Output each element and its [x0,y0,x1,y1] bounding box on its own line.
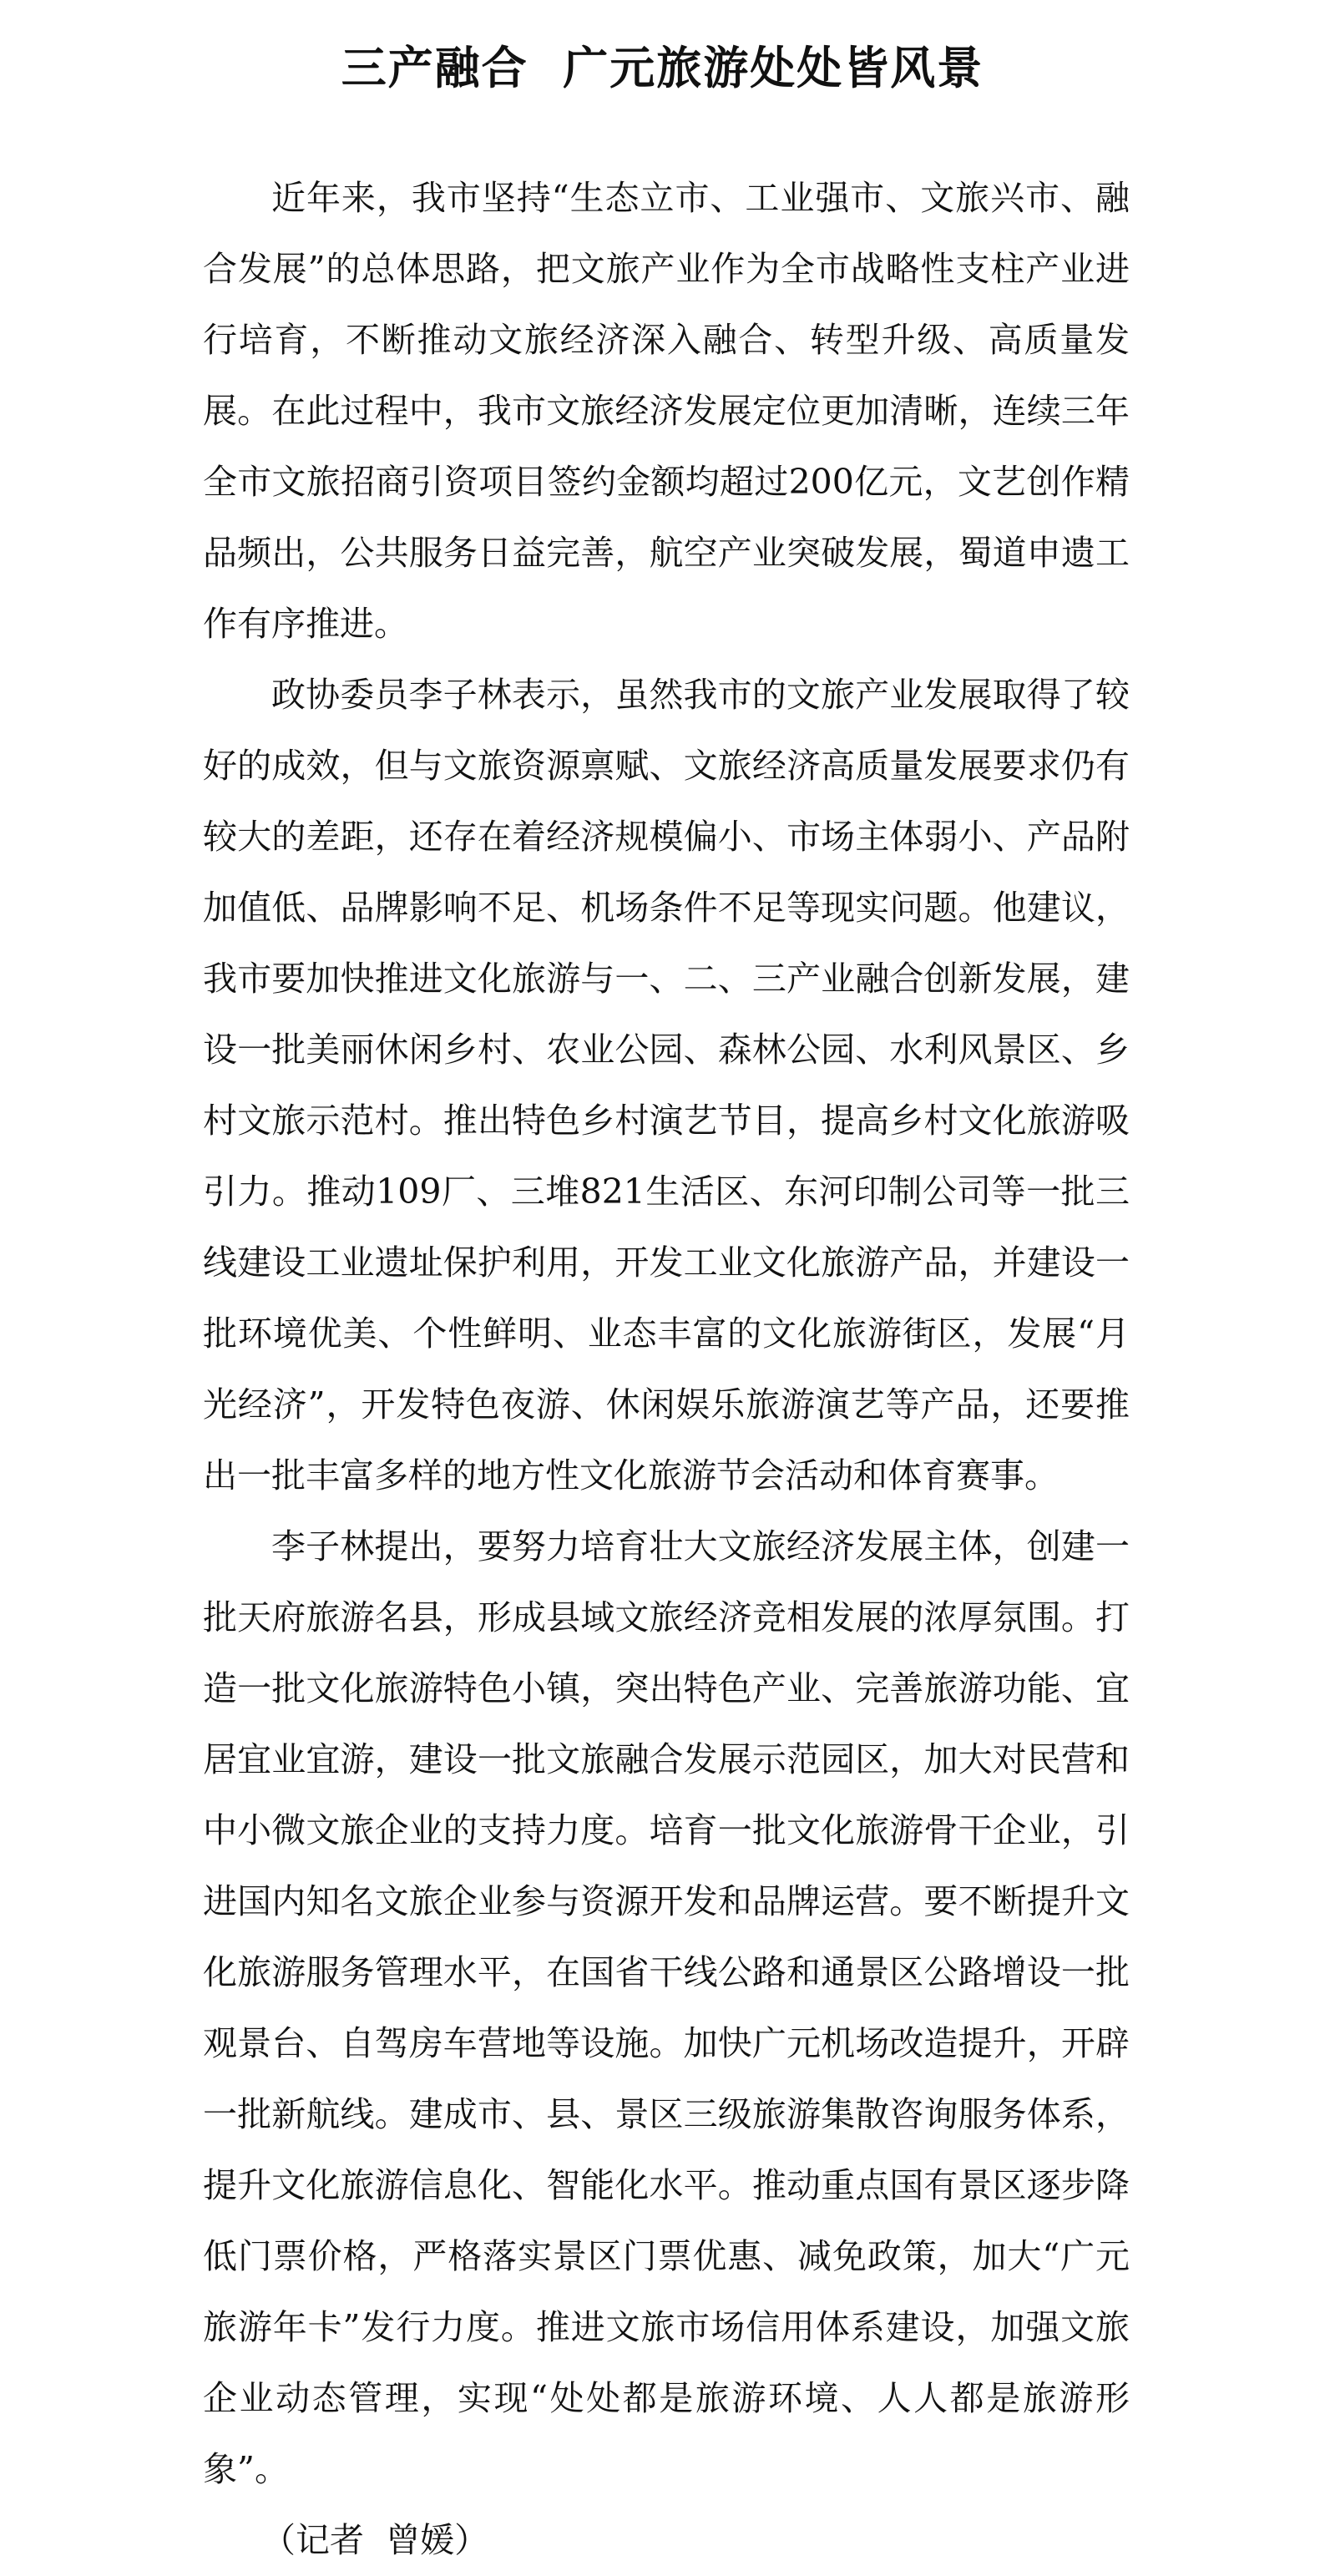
article-paragraph-1: 近年来，我市坚持“生态立市、工业强市、文旅兴市、融合发展”的总体思路，把文旅产业作为全市战略性支柱产业进行培育，不断推动文旅经济深入融合、转型升级、高质量发展。在此过程中，我市文旅经济发展定位更加清晰，连续三年全市文旅招商引资项目签约金额均超过200亿元，文艺创作精品频出，公共服务日益完善，航空产业突破发展，蜀道申遗工作有序推进。 [203,178,1130,644]
article-byline: （记者 曾媛） [261,2520,489,2560]
article-paragraph-3: 李子林提出，要努力培育壮大文旅经济发展主体，创建一批天府旅游名县，形成县域文旅经济竞相发展的浓厚氛围。打造一批文化旅游特色小镇，突出特色产业、完善旅游功能、宜居宜业宜游，建设一批文旅融合发展示范园区，加大对民营和中小微文旅企业的支持力度。培育一批文化旅游骨干企业，引进国内知名文旅企业参与资源开发和品牌运营。要不断提升文化旅游服务管理水平，在国省干线公路和通景区公路增设一批观景台、自驾房车营地等设施。加快广元机场改造提升，开辟一批新航线。建成市、县、景区三级旅游集散咨询服务体系，提升文化旅游信息化、智能化水平。推动重点国有景区逐步降低门票价格，严格落实景区门票优惠、减免政策，加大“广元旅游年卡”发行力度。推进文旅市场信用体系建设，加强文旅企业动态管理，实现“处处都是旅游环境、人人都是旅游形象”。 [203,1526,1130,2489]
article-title: 三产融合 广元旅游处处皆风景 [341,42,984,95]
article-body [203,163,1130,2576]
article-paragraph-2: 政协委员李子林表示，虽然我市的文旅产业发展取得了较好的成效，但与文旅资源禀赋、文旅经济高质量发展要求仍有较大的差距，还存在着经济规模偏小、市场主体弱小、产品附加值低、品牌影响不足、机场条件不足等现实问题。他建议，我市要加快推进文化旅游与一、二、三产业融合创新发展，建设一批美丽休闲乡村、农业公园、森林公园、水利风景区、乡村文旅示范村。推出特色乡村演艺节目，提高乡村文化旅游吸引力。推动109厂、三堆821生活区、东河印制公司等一批三线建设工业遗址保护利用，开发工业文化旅游产品，并建设一批环境优美、个性鲜明、业态丰富的文化旅游街区，发展“月光经济”，开发特色夜游、休闲娱乐旅游演艺等产品，还要推出一批丰富多样的地方性文化旅游节会活动和体育赛事。 [203,675,1130,1495]
